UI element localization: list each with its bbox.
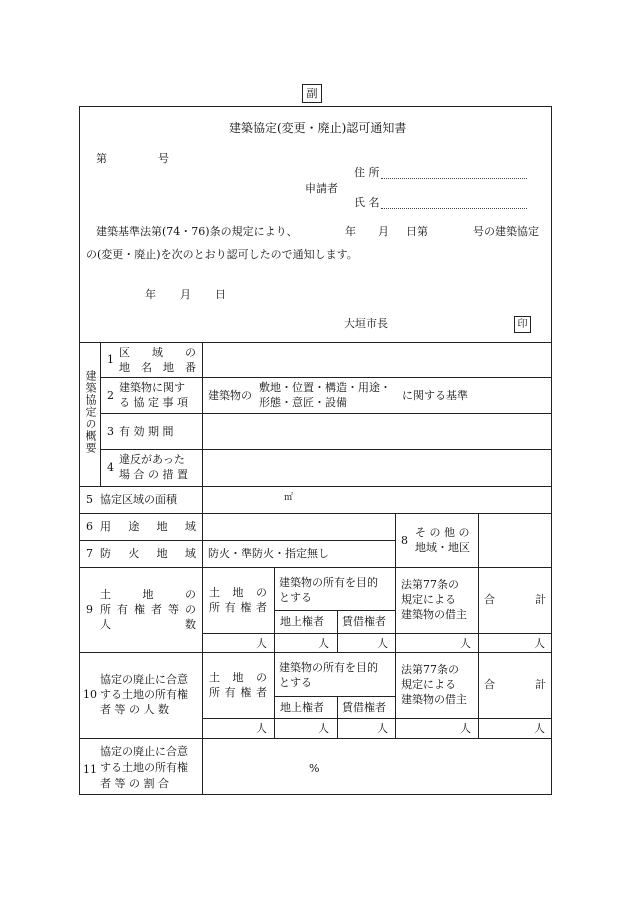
row9-col-total: 合 計 xyxy=(484,593,546,606)
row9-unit-art77: 人 xyxy=(460,637,471,650)
row9-col-lease: 賃借権者 xyxy=(342,615,386,628)
row6-label: 用 途 地 域 xyxy=(100,520,196,533)
row10-col-bldg-l2: とする xyxy=(279,676,312,689)
row2-content-mid-l1: 敷地・位置・構造・用途・ xyxy=(259,381,391,394)
body-text-1b: 号の建築協定 xyxy=(473,225,539,238)
row8-num: 8 xyxy=(401,534,408,547)
row10-unit-total: 人 xyxy=(534,722,545,735)
row9-col-bldg-l1: 建築物の所有を目的 xyxy=(279,576,378,589)
row9-col-art77-l3: 建築物の借主 xyxy=(401,608,467,621)
row5-num: 5 xyxy=(86,493,93,506)
row10-unit-land: 人 xyxy=(256,722,267,735)
row10-num: 10 xyxy=(83,688,97,701)
row4-num: 4 xyxy=(107,461,114,474)
row8-label-l1: そ の 他 の xyxy=(415,526,470,539)
row10-col-land-l2: 所 有 権 者 xyxy=(209,686,267,699)
row10-unit-lease: 人 xyxy=(377,722,388,735)
date-day: 日 xyxy=(215,288,226,301)
row7-num: 7 xyxy=(86,547,93,560)
row2-num: 2 xyxy=(107,389,114,402)
row11-label-l2: する土地の所有権 xyxy=(100,761,188,774)
row2-content-post: に関する基準 xyxy=(402,389,468,402)
row9-label-l1: 土 地 の xyxy=(100,588,196,601)
row10-label-l2: する土地の所有権 xyxy=(100,688,188,701)
row6-num: 6 xyxy=(86,520,93,533)
row11-num: 11 xyxy=(83,763,97,776)
row11-label-l1: 協定の廃止に合意 xyxy=(100,745,188,758)
row2-content-pre: 建築物の xyxy=(208,389,252,402)
row8-label-l2: 地域・地区 xyxy=(415,541,470,554)
row9-col-art77-l2: 規定による xyxy=(401,593,456,606)
row9-unit-total: 人 xyxy=(534,637,545,650)
row10-col-bldg-l1: 建築物の所有を目的 xyxy=(279,661,378,674)
row10-label-l1: 協定の廃止に合意 xyxy=(100,673,188,686)
copy-stamp: 副 xyxy=(302,84,322,103)
row9-col-bldg-l2: とする xyxy=(279,591,312,604)
mayor-label: 大垣市長 xyxy=(344,317,388,330)
row10-col-land-l1: 土 地 の xyxy=(209,671,267,684)
body-text-1a: 建築基準法第(74・76)条の規定により、 xyxy=(96,225,298,238)
row10-col-surface: 地上権者 xyxy=(280,701,324,714)
row5-unit: ㎡ xyxy=(284,493,294,503)
date-year: 年 xyxy=(145,288,156,301)
row3-label: 有 効 期 間 xyxy=(119,425,174,438)
document-title: 建築協定(変更・廃止)認可通知書 xyxy=(229,121,407,135)
name-label: 氏 名 xyxy=(354,196,380,209)
row7-value: 防火・準防火・指定無し xyxy=(208,547,329,560)
row10-unit-art77: 人 xyxy=(460,722,471,735)
seal-mark: 印 xyxy=(514,316,531,333)
row9-num: 9 xyxy=(86,603,93,616)
name-line xyxy=(381,208,527,209)
row11-label-l3: 者 等 の 割 合 xyxy=(100,777,169,790)
number-go: 号 xyxy=(158,152,169,165)
row1-label-l1: 区 域 の xyxy=(119,346,196,359)
row5-label: 協定区域の面積 xyxy=(100,493,177,506)
date-month: 月 xyxy=(180,288,191,301)
row9-col-land-l2: 所 有 権 者 xyxy=(209,601,267,614)
body-year: 年 xyxy=(345,225,356,238)
row1-label-l2: 地 名 地 番 xyxy=(119,361,196,374)
applicant-label: 申請者 xyxy=(305,182,338,195)
row1-num: 1 xyxy=(107,353,114,366)
row10-col-art77-l1: 法第77条の xyxy=(401,663,459,676)
row10-col-lease: 賃借権者 xyxy=(342,701,386,714)
row9-label-l3: 人 数 xyxy=(100,618,196,631)
row10-col-art77-l2: 規定による xyxy=(401,678,456,691)
row9-unit-surface: 人 xyxy=(318,637,329,650)
address-line xyxy=(381,178,527,179)
row9-unit-land: 人 xyxy=(256,637,267,650)
row9-col-land-l1: 土 地 の xyxy=(209,586,267,599)
row10-label-l3: 者 等 の 人 数 xyxy=(100,703,169,716)
row10-col-art77-l3: 建築物の借主 xyxy=(401,693,467,706)
row2-content-mid-l2: 形態・意匠・設備 xyxy=(259,396,347,409)
row3-num: 3 xyxy=(107,425,114,438)
body-day: 日第 xyxy=(406,225,428,238)
body-month: 月 xyxy=(378,225,389,238)
row9-col-surface: 地上権者 xyxy=(280,615,324,628)
number-dai: 第 xyxy=(96,152,107,165)
row11-unit: % xyxy=(309,762,320,775)
row9-unit-lease: 人 xyxy=(377,637,388,650)
row4-label-l1: 違反があった xyxy=(119,453,185,466)
row9-col-art77-l1: 法第77条の xyxy=(401,578,459,591)
row7-label: 防 火 地 域 xyxy=(100,547,196,560)
row2-label-l1: 建築物に関す xyxy=(119,381,185,394)
address-label: 住 所 xyxy=(354,166,380,179)
row10-col-total: 合 計 xyxy=(484,678,546,691)
summary-side-label: 建築協定の概要 xyxy=(84,370,97,454)
row4-label-l2: 場 合 の 措 置 xyxy=(119,468,188,481)
row10-unit-surface: 人 xyxy=(318,722,329,735)
row2-label-l2: る 協 定 事 項 xyxy=(119,396,188,409)
row9-label-l2: 所 有 権 者 等 の xyxy=(100,603,196,616)
body-text-2: の(変更・廃止)を次のとおり認可したので通知します。 xyxy=(86,248,358,261)
